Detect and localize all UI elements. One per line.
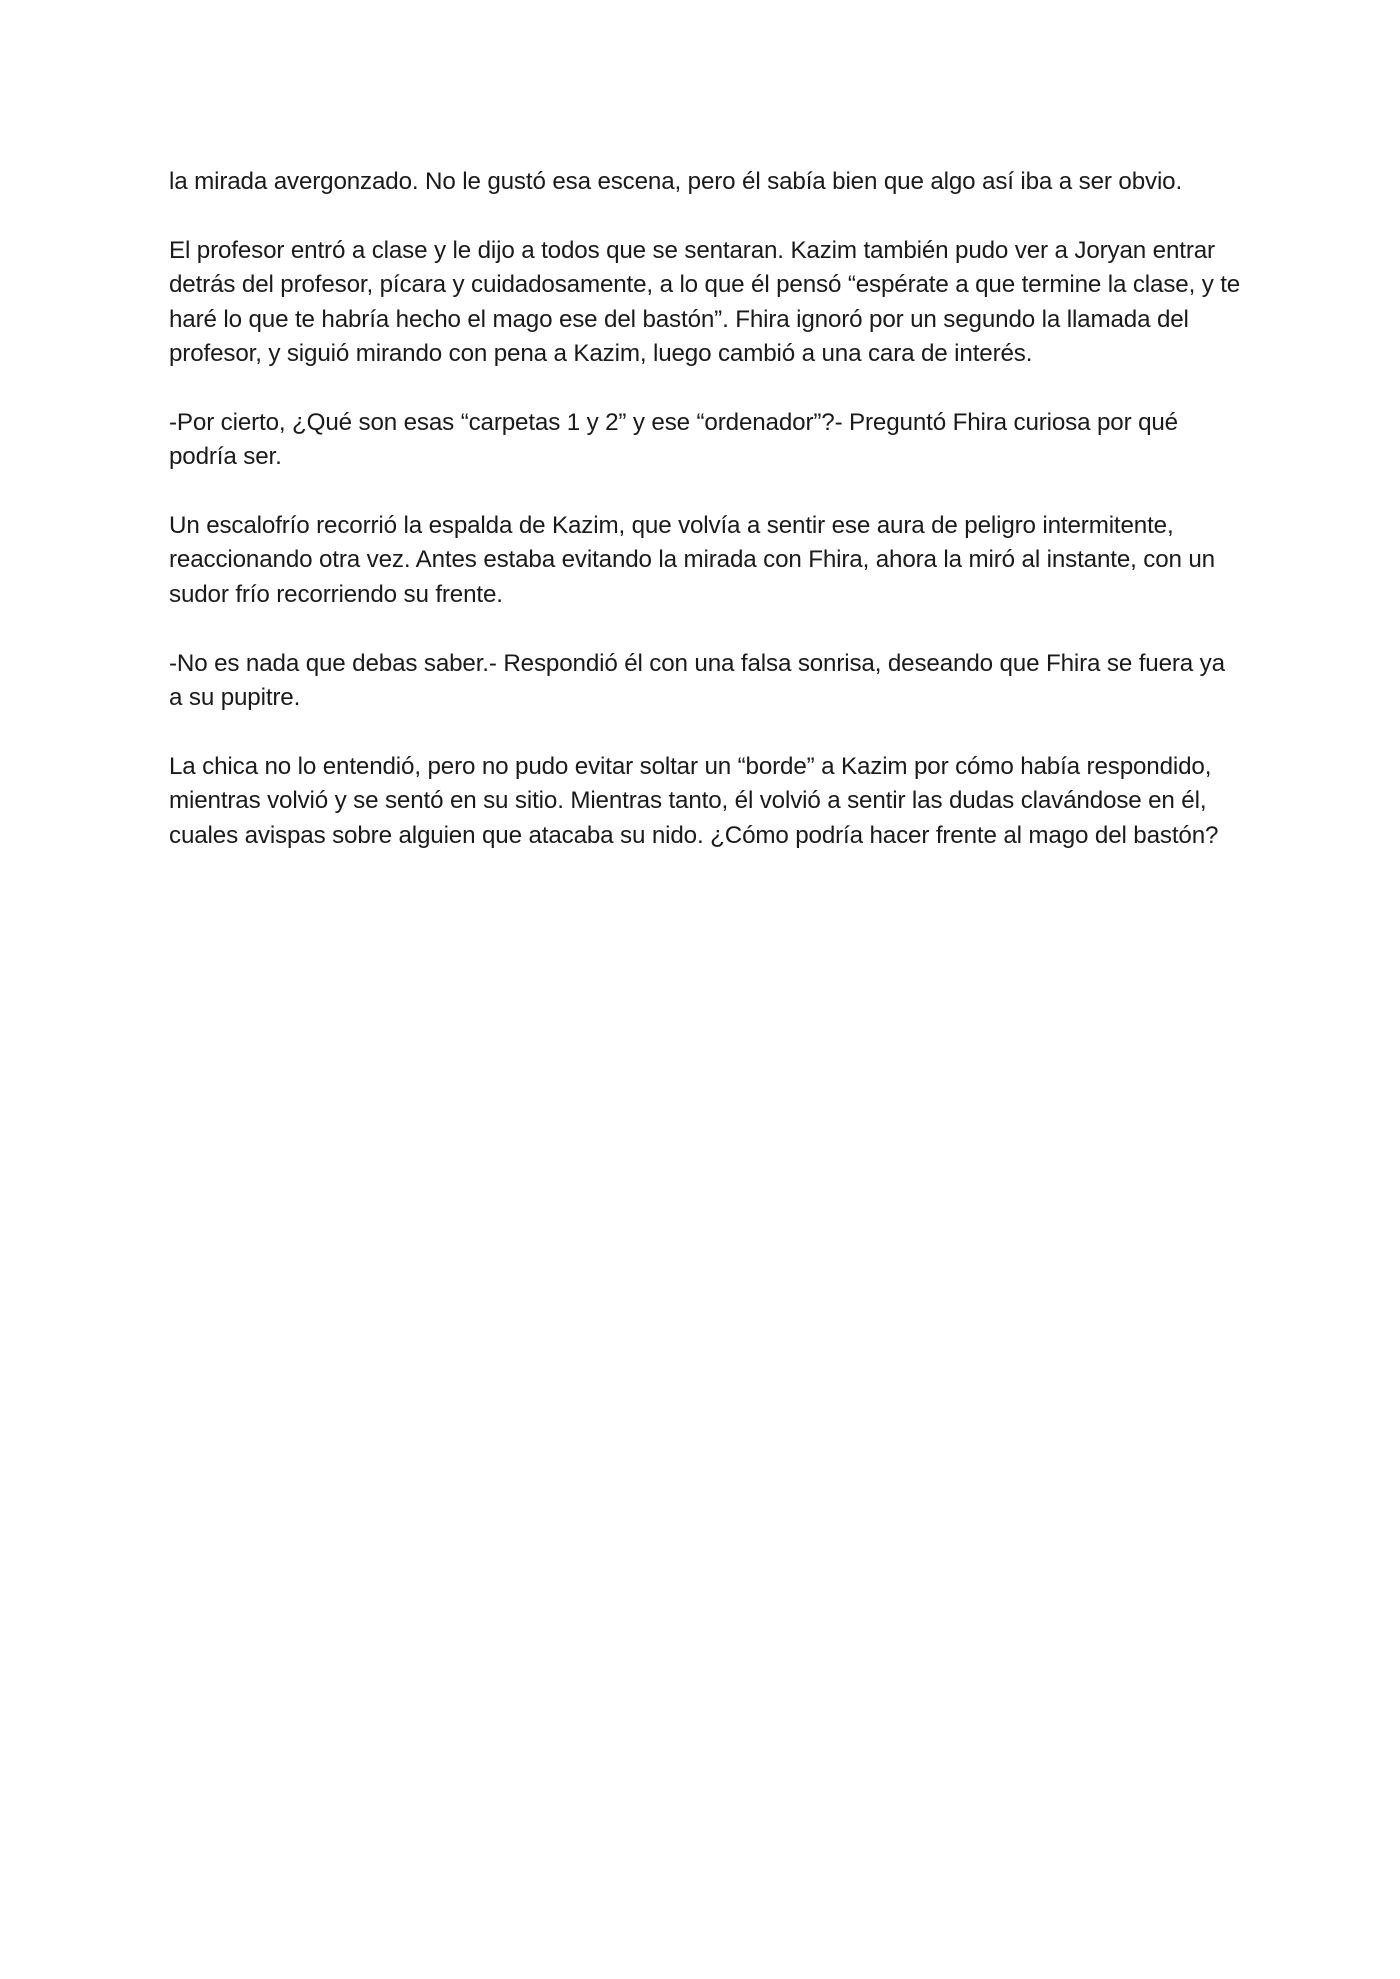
paragraph-4: Un escalofrío recorrió la espalda de Kazim, que volvía a sentir ese aura de peligro intermitente, reaccionando otra vez. Antes estaba evitando la mirada con Fhira, ahora la miró al instante, con un sudor frío recorriendo su frente. bbox=[169, 512, 1215, 608]
paragraph-3: -Por cierto, ¿Qué son esas “carpetas 1 y 2” y ese “ordenador”?- Preguntó Fhira curiosa por qué podría ser. bbox=[169, 408, 1178, 471]
document-body bbox=[169, 165, 1241, 853]
paragraph-2: El profesor entró a clase y le dijo a todos que se sentaran. Kazim también pudo ver a Joryan entrar detrás del profesor, pícara y cuidadosamente, a lo que él pensó “espérate a que termine la clase, y te haré lo que te habría hecho el mago ese del bastón”. Fhira ignoró por un segundo la llamada del profesor, y siguió mirando con pena a Kazim, luego cambió a una cara de interés. bbox=[169, 236, 1241, 368]
paragraph-6: La chica no lo entendió, pero no pudo evitar soltar un “borde” a Kazim por cómo había respondido, mientras volvió y se sentó en su sitio. Mientras tanto, él volvió a sentir las dudas clavándose en él, cuales avispas sobre alguien que atacaba su nido. ¿Cómo podría hacer frente al mago del bastón? bbox=[169, 752, 1219, 849]
paragraph-1: la mirada avergonzado. No le gustó esa escena, pero él sabía bien que algo así iba a ser obvio. bbox=[169, 168, 1183, 195]
paragraph-5: -No es nada que debas saber.- Respondió él con una falsa sonrisa, deseando que Fhira se fuera ya a su pupitre. bbox=[169, 649, 1225, 712]
